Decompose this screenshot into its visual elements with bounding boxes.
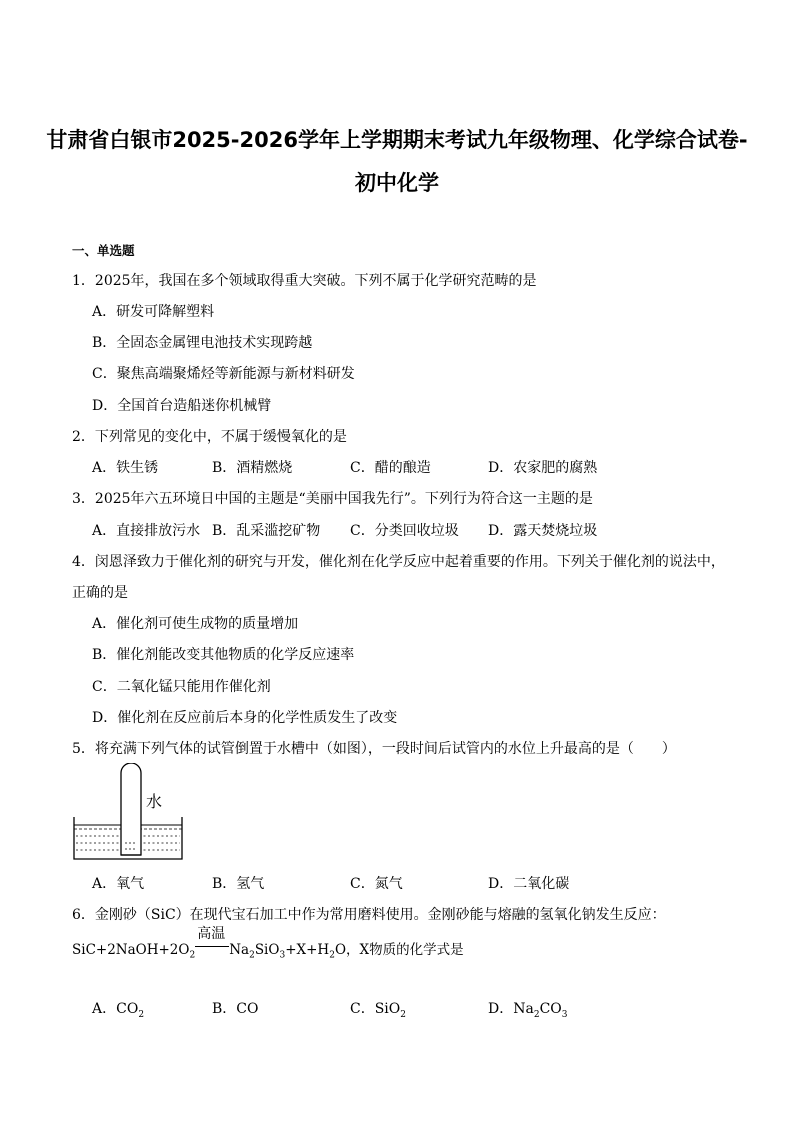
q6-option-a-sub: 2: [138, 1009, 145, 1020]
q6-option-a: [92, 998, 144, 1020]
q6-option-d-text: D．Na: [488, 1001, 534, 1017]
q5-option-c: C．氮气: [350, 876, 403, 892]
section-heading: 一、单选题: [72, 243, 135, 258]
q3-option-c: C．分类回收垃圾: [350, 523, 459, 539]
eq-rhs-3: +X+H: [285, 942, 330, 958]
q1-option-b: B．全固态金属锂电池技术实现跨越: [92, 335, 313, 351]
q4-stem-line2: 正确的是: [72, 585, 128, 601]
q6-option-c-text: C．SiO: [350, 1001, 401, 1017]
q3-stem: 3．2025年六五环境日中国的主题是“美丽中国我先行”。下列行为符合这一主题的是: [72, 491, 593, 507]
q5-option-b: B．氢气: [212, 876, 265, 892]
q2-option-b: B．酒精燃烧: [212, 460, 293, 476]
q1-option-c: C．聚焦高端聚烯烃等新能源与新材料研发: [92, 366, 355, 382]
q2-option-d: D．农家肥的腐熟: [488, 460, 598, 476]
q5-option-d: D．二氧化碳: [488, 876, 570, 892]
q3-option-a: A．直接排放污水: [92, 523, 201, 539]
q2-stem: 2．下列常见的变化中，不属于缓慢氧化的是: [72, 429, 347, 445]
eq-rhs-2: SiO: [254, 942, 280, 958]
eq-lhs-sub: 2: [189, 950, 196, 961]
q4-option-a: A．催化剂可使生成物的质量增加: [92, 616, 299, 632]
q3-option-d: D．露天焚烧垃圾: [488, 523, 598, 539]
eq-rhs-2-sub: 3: [279, 950, 286, 961]
eq-rhs-4: O，X物质的化学式是: [334, 942, 464, 958]
q4-stem-line1: 4．闵恩泽致力于催化剂的研究与开发，催化剂在化学反应中起着重要的作用。下列关于催化剂的说法中，: [72, 554, 725, 570]
q3-option-b: B．乱采滥挖矿物: [212, 523, 321, 539]
q6-option-b: B．CO: [212, 1001, 259, 1017]
q6-option-d-mid: CO: [539, 1001, 562, 1017]
q4-option-c: C．二氧化锰只能用作催化剂: [92, 679, 271, 695]
q2-option-a: A．铁生锈: [92, 460, 159, 476]
q1-option-a: A．研发可降解塑料: [92, 304, 215, 320]
q6-option-d: [488, 998, 568, 1020]
eq-rhs-1: Na: [229, 942, 250, 958]
test-tube-water-trough-figure: [72, 763, 187, 863]
doc-title-line1: 甘肃省白银市2025-2026学年上学期期末考试九年级物理、化学综合试卷-: [46, 128, 748, 152]
figure-water-label: 水: [146, 792, 163, 811]
reaction-condition: 高温: [197, 926, 226, 942]
eq-rhs-3-sub: 2: [329, 950, 335, 961]
doc-title-line2: 初中化学: [355, 171, 439, 195]
q1-option-d: D．全国首台造船迷你机械臂: [92, 398, 272, 414]
q6-option-d-sub2: 3: [561, 1009, 568, 1020]
q4-option-b: B．催化剂能改变其他物质的化学反应速率: [92, 647, 355, 663]
eq-rhs-1-sub: 2: [249, 950, 255, 961]
q4-option-d: D．催化剂在反应前后本身的化学性质发生了改变: [92, 710, 398, 726]
eq-lhs: SiC+2NaOH+2O: [72, 942, 190, 958]
q5-option-a: A．氧气: [92, 876, 145, 892]
q6-stem: 6．金刚砂（SiC）在现代宝石加工中作为常用磨料使用。金刚砂能与熔融的氢氧化钠发生反应：: [72, 907, 666, 923]
q6-equation: [72, 926, 464, 961]
q6-option-d-sub1: 2: [533, 1009, 540, 1020]
q6-option-c: [350, 998, 406, 1020]
q1-stem: 1．2025年，我国在多个领域取得重大突破。下列不属于化学研究范畴的是: [72, 273, 537, 289]
q6-option-a-text: A．CO: [92, 1001, 139, 1017]
q5-stem: 5．将充满下列气体的试管倒置于水槽中（如图），一段时间后试管内的水位上升最高的是（ ）: [72, 741, 676, 757]
reaction-arrow: [195, 926, 229, 954]
q6-option-c-sub: 2: [400, 1009, 406, 1020]
q2-option-c: C．醋的酿造: [350, 460, 431, 476]
